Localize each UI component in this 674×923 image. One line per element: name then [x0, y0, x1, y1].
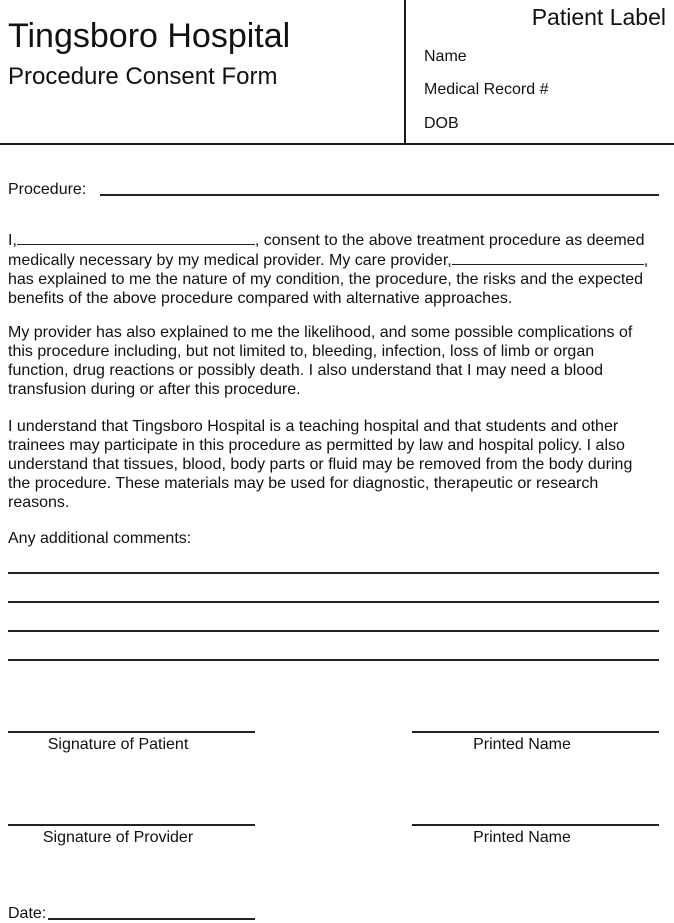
procedure-input-line[interactable] — [100, 194, 659, 196]
risks-line: function, drug reactions or possibly death. I also understand that I may need a blood — [8, 362, 604, 379]
comments-label: Any additional comments: — [8, 530, 192, 547]
patient-label-mrn-field: Medical Record # — [424, 81, 549, 98]
comment-line-4[interactable] — [8, 659, 659, 661]
patient-printed-name-line[interactable] — [412, 731, 659, 733]
comment-line-3[interactable] — [8, 630, 659, 632]
provider-signature-line[interactable] — [8, 824, 255, 826]
comment-line-1[interactable] — [8, 572, 659, 574]
consent-line-2-prefix: medically necessary by my medical provider. My care provider, — [8, 252, 452, 269]
teaching-paragraph — [8, 417, 672, 512]
comment-line-2[interactable] — [8, 601, 659, 603]
risks-line: My provider has also explained to me the likelihood, and some possible complications of — [8, 324, 633, 341]
teaching-line: I understand that Tingsboro Hospital is a teaching hospital and that students and other — [8, 418, 619, 435]
hospital-name: Tingsboro Hospital — [8, 17, 291, 55]
date-input-line[interactable] — [48, 918, 255, 920]
teaching-line: understand that tissues, blood, body parts or fluid may be removed from the body during — [8, 456, 633, 473]
risks-line: transfusion during or after this procedure. — [8, 381, 301, 398]
teaching-line: the procedure. These materials may be used for diagnostic, therapeutic or research — [8, 475, 599, 492]
risks-paragraph — [8, 323, 672, 399]
provider-printed-name-line[interactable] — [412, 824, 659, 826]
consent-prefix: I, — [8, 232, 17, 249]
header-vertical-divider — [404, 0, 406, 145]
patient-signature-line[interactable] — [8, 731, 255, 733]
consent-line-2-suffix: , — [643, 252, 649, 269]
teaching-line: trainees may participate in this procedure as permitted by law and hospital policy. I also — [8, 437, 625, 454]
consent-paragraph — [8, 230, 672, 308]
patient-signature-caption: Signature of Patient — [47, 736, 189, 753]
patient-label-name-field: Name — [424, 48, 467, 65]
header-horizontal-divider — [0, 143, 674, 145]
care-provider-blank[interactable] — [452, 250, 644, 265]
patient-label-dob-field: DOB — [424, 115, 459, 132]
consent-line-2 — [8, 250, 672, 270]
date-label: Date: — [8, 905, 47, 922]
patient-label-title: Patient Label — [531, 4, 666, 30]
risks-line: this procedure including, but not limited to, bleeding, infection, loss of limb or organ — [8, 343, 595, 360]
patient-printed-name-caption: Printed Name — [473, 736, 571, 753]
consent-line-4: benefits of the above procedure compared with alternative approaches. — [8, 290, 513, 307]
provider-printed-name-caption: Printed Name — [473, 829, 571, 846]
procedure-label: Procedure: — [8, 181, 87, 198]
consent-line-3: has explained to me the nature of my condition, the procedure, the risks and the expected — [8, 271, 644, 288]
provider-signature-caption: Signature of Provider — [42, 829, 194, 846]
consent-line-1-suffix: , consent to the above treatment procedure as deemed — [254, 232, 645, 249]
patient-name-blank[interactable] — [17, 230, 255, 245]
teaching-line: reasons. — [8, 494, 70, 511]
form-title: Procedure Consent Form — [8, 63, 278, 90]
consent-line-1 — [8, 230, 672, 250]
